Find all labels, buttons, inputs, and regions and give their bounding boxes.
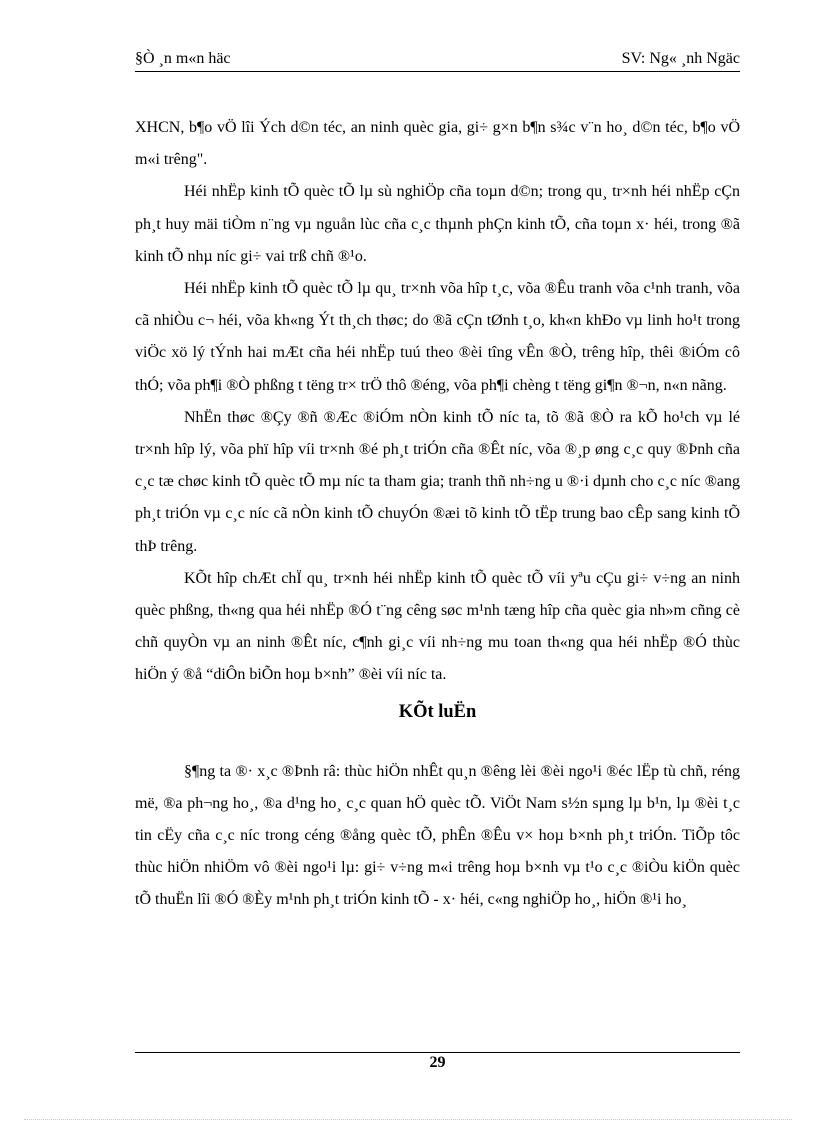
page-header [135, 48, 740, 70]
paragraph: Héi nhËp kinh tÕ quèc tÕ lµ qu¸ tr×nh võa hîp t¸c, võa ®Êu tranh võa c¹nh tranh, võa cã nhiÒu c¬ héi, võa kh«ng Ýt th¸ch thøc; do ®ã cÇn tØnh t¸o, kh«n khÐo vµ linh ho¹t trong viÖc xö lý tÝnh hai mÆt cña héi nhËp tuú theo ®èi tîng vÊn ®Ò, trêng hîp, thêi ®iÓm cô thÓ; võa ph¶i ®Ò phßng t tëng tr× trÖ thô ®éng, võa ph¶i chèng t tëng gi¶n ®¬n, n«n nãng. [135, 280, 740, 394]
page-edge-border [24, 1119, 792, 1120]
section-heading-conclusion: KÕt luËn [398, 701, 477, 722]
paragraph: Héi nhËp kinh tÕ quèc tÕ lµ sù nghiÖp cña toµn d©n; trong qu¸ tr×nh héi nhËp cÇn ph¸t huy mäi tiÒm n¨ng vµ nguån lùc cña c¸c thµnh phÇn kinh tÕ, cña toµn x· héi, trong ®ã kinh tÕ nhµ níc gi÷ vai trß chñ ®¹o. [135, 183, 740, 265]
footer-divider [135, 1052, 740, 1053]
conclusion-paragraph: §¶ng ta ®· x¸c ®Þnh râ: thùc hiÖn nhÊt qu¸n ®êng lèi ®èi ngo¹i ®éc lËp tù chñ, réng më, ®a ph¬ng ho¸, ®a d¹ng ho¸ c¸c quan hÖ quèc tÕ. ViÖt Nam s½n sµng lµ b¹n, lµ ®èi t¸c tin cËy cña c¸c níc trong céng ®ång quèc tÕ, phÊn ®Êu v× hoµ b×nh ph¸t triÓn. TiÕp tôc thùc hiÖn nhiÖm vô ®èi ngo¹i lµ: gi÷ v÷ng m«i trêng hoµ b×nh vµ t¹o c¸c ®iÒu kiÖn quèc tÕ thuËn lîi ®Ó ®Èy m¹nh ph¸t triÓn kinh tÕ - x· héi, c«ng nghiÖp ho¸, hiÖn ®¹i ho¸ [135, 762, 740, 909]
paragraph-continuation: XHCN, b¶o vÖ lîi Ých d©n téc, an ninh quèc gia, gi÷ g×n b¶n s¾c v¨n ho¸ d©n téc, b¶o vÖ m«i trêng". [135, 119, 740, 169]
header-student-name: SV: Ng« ¸nh Ngäc [621, 50, 740, 67]
paragraph: KÕt hîp chÆt chÏ qu¸ tr×nh héi nhËp kinh tÕ quèc tÕ víi yªu cÇu gi÷ v÷ng an ninh quèc phßng, th«ng qua héi nhËp ®Ó t¨ng cêng søc m¹nh tæng hîp cña quèc gia nh»m cñng cè chñ quyÒn vµ an ninh ®Êt níc, c¶nh gi¸c víi nh÷ng mu toan th«ng qua héi nhËp ®Ó thùc hiÖn ý ®å “diÔn biÕn hoµ b×nh” ®èi víi níc ta. [135, 569, 740, 684]
page-number: 29 [429, 1054, 446, 1071]
header-divider [135, 71, 740, 72]
header-course-title: §Ò ¸n m«n häc [135, 50, 231, 67]
paragraph: NhËn thøc ®Çy ®ñ ®Æc ®iÓm nÒn kinh tÕ níc ta, tõ ®ã ®Ò ra kÕ ho¹ch vµ lé tr×nh hîp lý, võa phï hîp víi tr×nh ®é ph¸t triÓn cña ®Êt níc, võa ®¸p øng c¸c quy ®Þnh cña c¸c tæ chøc kinh tÕ quèc tÕ mµ níc ta tham gia; tranh thñ nh÷ng u ®·i dµnh cho c¸c níc ®ang ph¸t triÓn vµ c¸c níc cã nÒn kinh tÕ chuyÓn ®æi tõ kinh tÕ tËp trung bao cÊp sang kinh tÕ thÞ trêng. [135, 408, 740, 555]
document-body [135, 112, 740, 917]
